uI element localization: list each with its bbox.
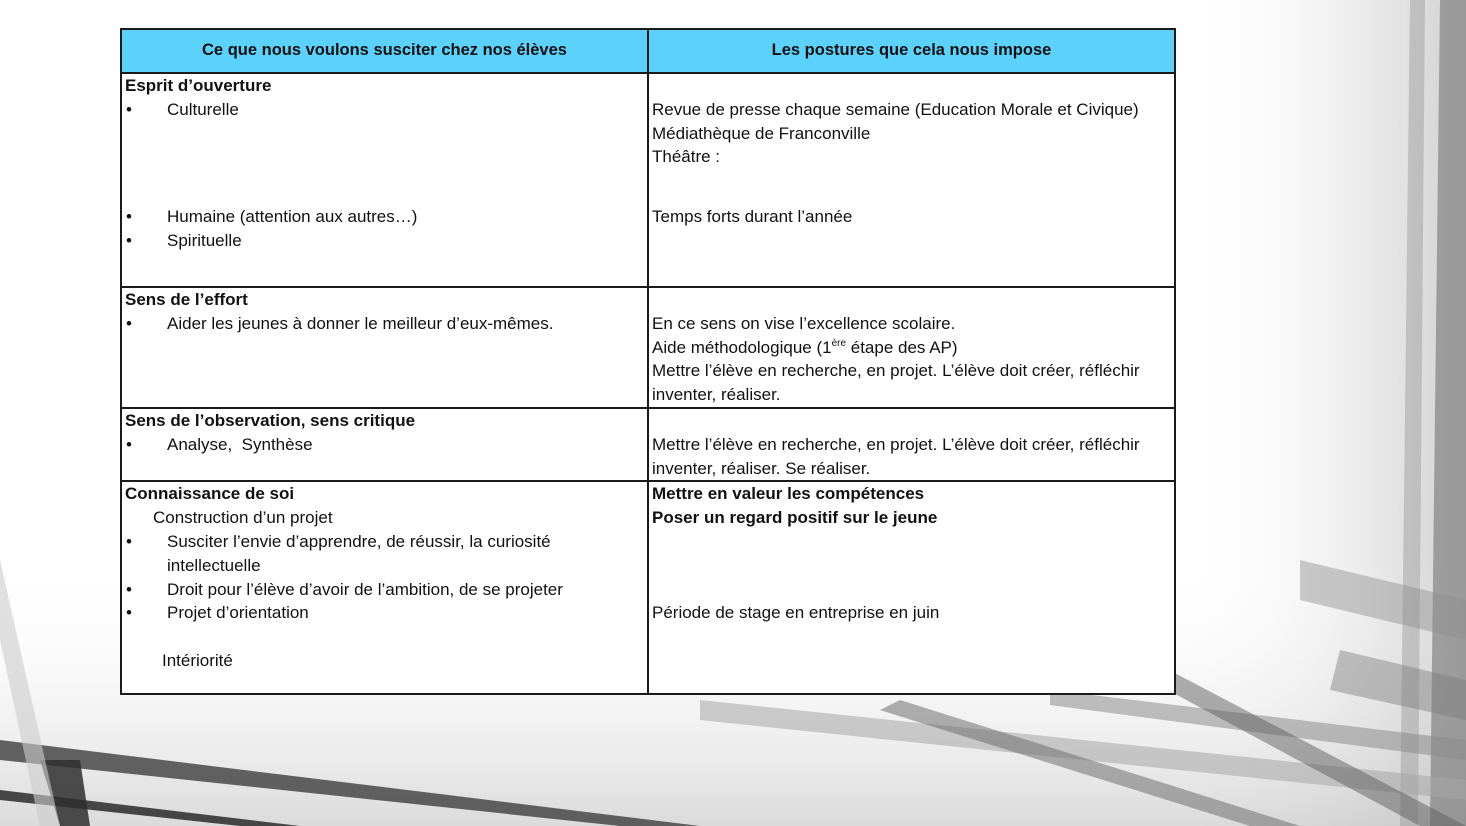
cell-goals-observation bbox=[121, 408, 648, 481]
posture-line: Poser un regard positif sur le jeune bbox=[652, 508, 938, 528]
list-item: • Susciter l’envie d’apprendre, de réussir, la curiosité intellectuelle bbox=[126, 531, 551, 575]
bullet-icon: • bbox=[126, 313, 132, 333]
posture-line: Revue de presse chaque semaine (Education Morale et Civique) bbox=[652, 99, 1139, 119]
row-extra: Intériorité bbox=[162, 650, 233, 670]
bullet-icon: • bbox=[126, 206, 132, 226]
cell-goals-effort bbox=[121, 287, 648, 408]
cell-postures-ouverture bbox=[648, 73, 1175, 287]
posture-line: Théâtre : bbox=[652, 147, 721, 167]
table-header-row bbox=[121, 29, 1175, 73]
list-item: • Analyse, Synthèse bbox=[125, 433, 644, 457]
posture-line: Aide méthodologique (1ère étape des AP) bbox=[652, 337, 958, 357]
posture-line: Médiathèque de Franconville bbox=[652, 123, 871, 143]
posture-line: En ce sens on vise l’excellence scolaire. bbox=[652, 313, 956, 333]
table-row bbox=[121, 73, 1175, 287]
cell-goals-connaissance bbox=[121, 481, 648, 694]
cell-goals-ouverture bbox=[121, 73, 648, 287]
values-table bbox=[120, 28, 1176, 695]
bullet-icon: • bbox=[126, 434, 132, 454]
list-item: • Projet d’orientation bbox=[125, 601, 644, 625]
table-row bbox=[121, 287, 1175, 408]
list-item: • Humaine (attention aux autres…) bbox=[125, 205, 644, 229]
cell-postures-connaissance bbox=[648, 481, 1175, 694]
row-subtitle: Construction d’un projet bbox=[153, 508, 333, 528]
cell-postures-effort bbox=[648, 287, 1175, 408]
bullet-icon: • bbox=[126, 230, 132, 250]
header-col-goals: Ce que nous voulons susciter chez nos élèves bbox=[121, 29, 648, 73]
header-col-postures: Les postures que cela nous impose bbox=[648, 29, 1175, 73]
row-title: Esprit d’ouverture bbox=[125, 76, 272, 95]
list-item: • Culturelle bbox=[125, 98, 644, 122]
posture-line: Période de stage en entreprise en juin bbox=[652, 603, 940, 623]
list-item: • Spirituelle bbox=[125, 229, 644, 253]
bullet-icon: • bbox=[126, 99, 132, 119]
bullet-icon: • bbox=[126, 603, 132, 623]
table-row bbox=[121, 408, 1175, 481]
list-item: • Droit pour l’élève d’avoir de l’ambition, de se projeter bbox=[125, 578, 644, 602]
row-title: Connaissance de soi bbox=[125, 484, 295, 504]
posture-line: Mettre en valeur les compétences bbox=[652, 484, 925, 504]
cell-postures-observation bbox=[648, 408, 1175, 481]
list-item: • Aider les jeunes à donner le meilleur d’eux-mêmes. bbox=[125, 312, 644, 336]
bullet-icon: • bbox=[126, 531, 132, 551]
row-title: Sens de l’observation, sens critique bbox=[125, 410, 416, 430]
posture-line: Temps forts durant l’année bbox=[652, 206, 853, 226]
posture-line: Mettre l’élève en recherche, en projet. L’élève doit créer, réfléchir inventer, réaliser. Se réaliser. bbox=[652, 434, 1140, 478]
row-title: Sens de l’effort bbox=[125, 290, 248, 309]
bullet-icon: • bbox=[126, 579, 132, 599]
posture-line: Mettre l’élève en recherche, en projet. L’élève doit créer, réfléchir inventer, réaliser. bbox=[652, 361, 1140, 405]
table-row bbox=[121, 481, 1175, 694]
